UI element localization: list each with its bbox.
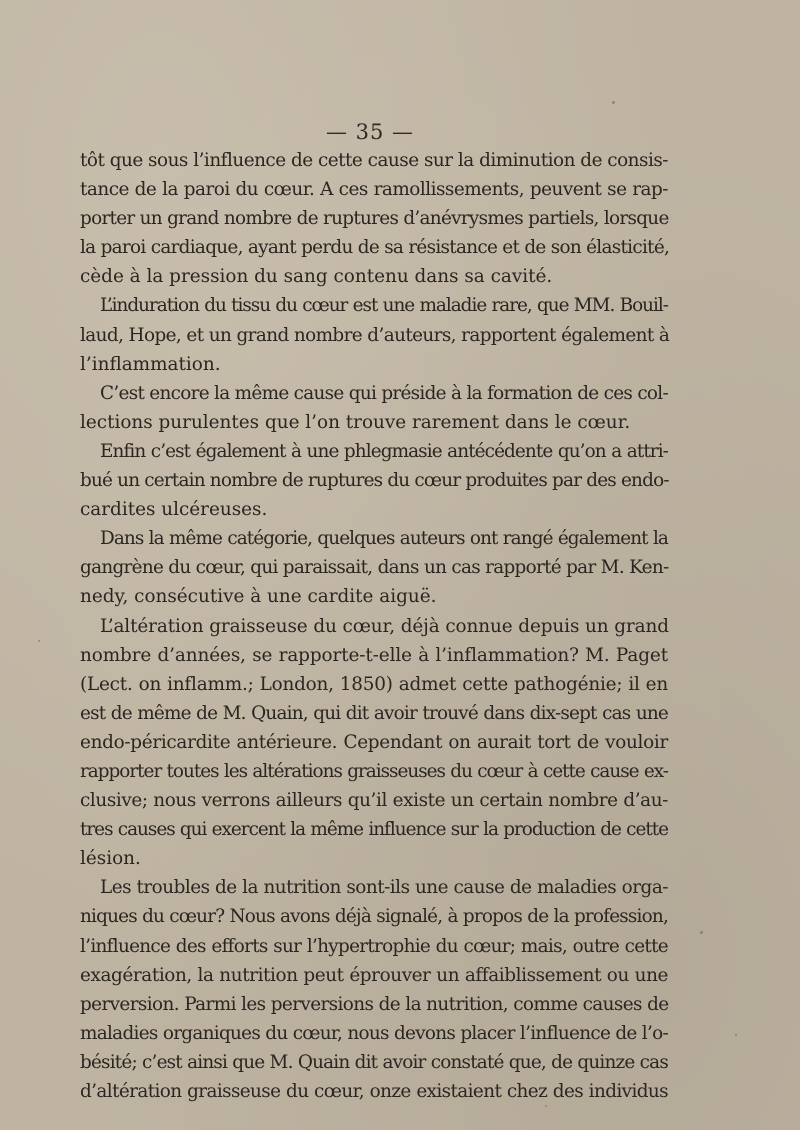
text-line: L’altération graisseuse du cœur, déjà connue depuis un grand [100, 615, 669, 637]
text-line: cède à la pression du sang contenu dans sa cavité. [80, 266, 553, 288]
text-line: lections purulentes que l’on trouve rarement dans le cœur. [80, 411, 631, 433]
text-line: L’induration du tissu du cœur est une maladie rare, que MM. Bouil- [100, 295, 668, 317]
paper-speck [735, 1034, 737, 1036]
page-number: — 35 — [325, 120, 415, 144]
text-line: rapporter toutes les altérations graisseuses du cœur à cette cause ex- [80, 760, 668, 782]
text-line: Enfin c’est également à une phlegmasie antécédente qu’on a attri- [100, 440, 668, 462]
text-line: cardites ulcéreuses. [80, 499, 268, 521]
text-line: Les troubles de la nutrition sont-ils une cause de maladies orga- [100, 877, 668, 899]
text-line: maladies organiques du cœur, nous devons placer l’influence de l’o- [80, 1022, 668, 1044]
text-line: la paroi cardiaque, ayant perdu de sa résistance et de son élasticité, [80, 237, 670, 259]
text-line: bué un certain nombre de ruptures du cœur produites par des endo- [80, 470, 669, 492]
paper-speck [700, 931, 703, 934]
text-line: bésité; c’est ainsi que M. Quain dit avoir constaté que, de quinze cas [80, 1051, 668, 1073]
text-line: porter un grand nombre de ruptures d’anévrysmes partiels, lorsque [80, 208, 669, 230]
text-line: C’est encore la même cause qui préside à la formation de ces col- [100, 382, 668, 404]
text-line: laud, Hope, et un grand nombre d’auteurs, rapportent également à [80, 324, 670, 346]
paper-speck [545, 1105, 547, 1107]
text-line: l’influence des efforts sur l’hypertrophie du cœur; mais, outre cette [80, 935, 668, 957]
text-line: tres causes qui exercent la même influence sur la production de cette [80, 819, 668, 841]
text-line: l’inflammation. [80, 353, 221, 375]
text-line: gangrène du cœur, qui paraissait, dans un cas rapporté par M. Ken- [80, 557, 669, 579]
text-line: tôt que sous l’influence de cette cause sur la diminution de consis- [80, 150, 668, 171]
paper-speck [612, 101, 615, 104]
text-line: lésion. [80, 848, 141, 870]
text-line: d’altération graisseuse du cœur, onze existaient chez des individus [80, 1081, 668, 1102]
text-line: perversion. Parmi les perversions de la nutrition, comme causes de [80, 993, 669, 1015]
text-line: clusive; nous verrons ailleurs qu’il existe un certain nombre d’au- [80, 790, 668, 812]
text-line: niques du cœur? Nous avons déjà signalé, à propos de la profession, [80, 906, 668, 928]
paper-speck [38, 640, 40, 642]
text-line: nedy, consécutive à une cardite aiguë. [80, 586, 437, 608]
text-line: nombre d’années, se rapporte-t-elle à l’inflammation? M. Paget [80, 644, 668, 666]
text-line: exagération, la nutrition peut éprouver un affaiblissement ou une [80, 964, 668, 986]
body-text [80, 146, 668, 1106]
text-line: est de même de M. Quain, qui dit avoir trouvé dans dix-sept cas une [80, 702, 668, 724]
text-line: (Lect. on inflamm.; London, 1850) admet cette pathogénie; il en [80, 673, 668, 695]
text-line: endo-péricardite antérieure. Cependant on aurait tort de vouloir [80, 731, 668, 753]
text-line: Dans la même catégorie, quelques auteurs ont rangé également la [100, 528, 668, 550]
text-line: tance de la paroi du cœur. A ces ramollissements, peuvent se rap- [80, 179, 668, 201]
